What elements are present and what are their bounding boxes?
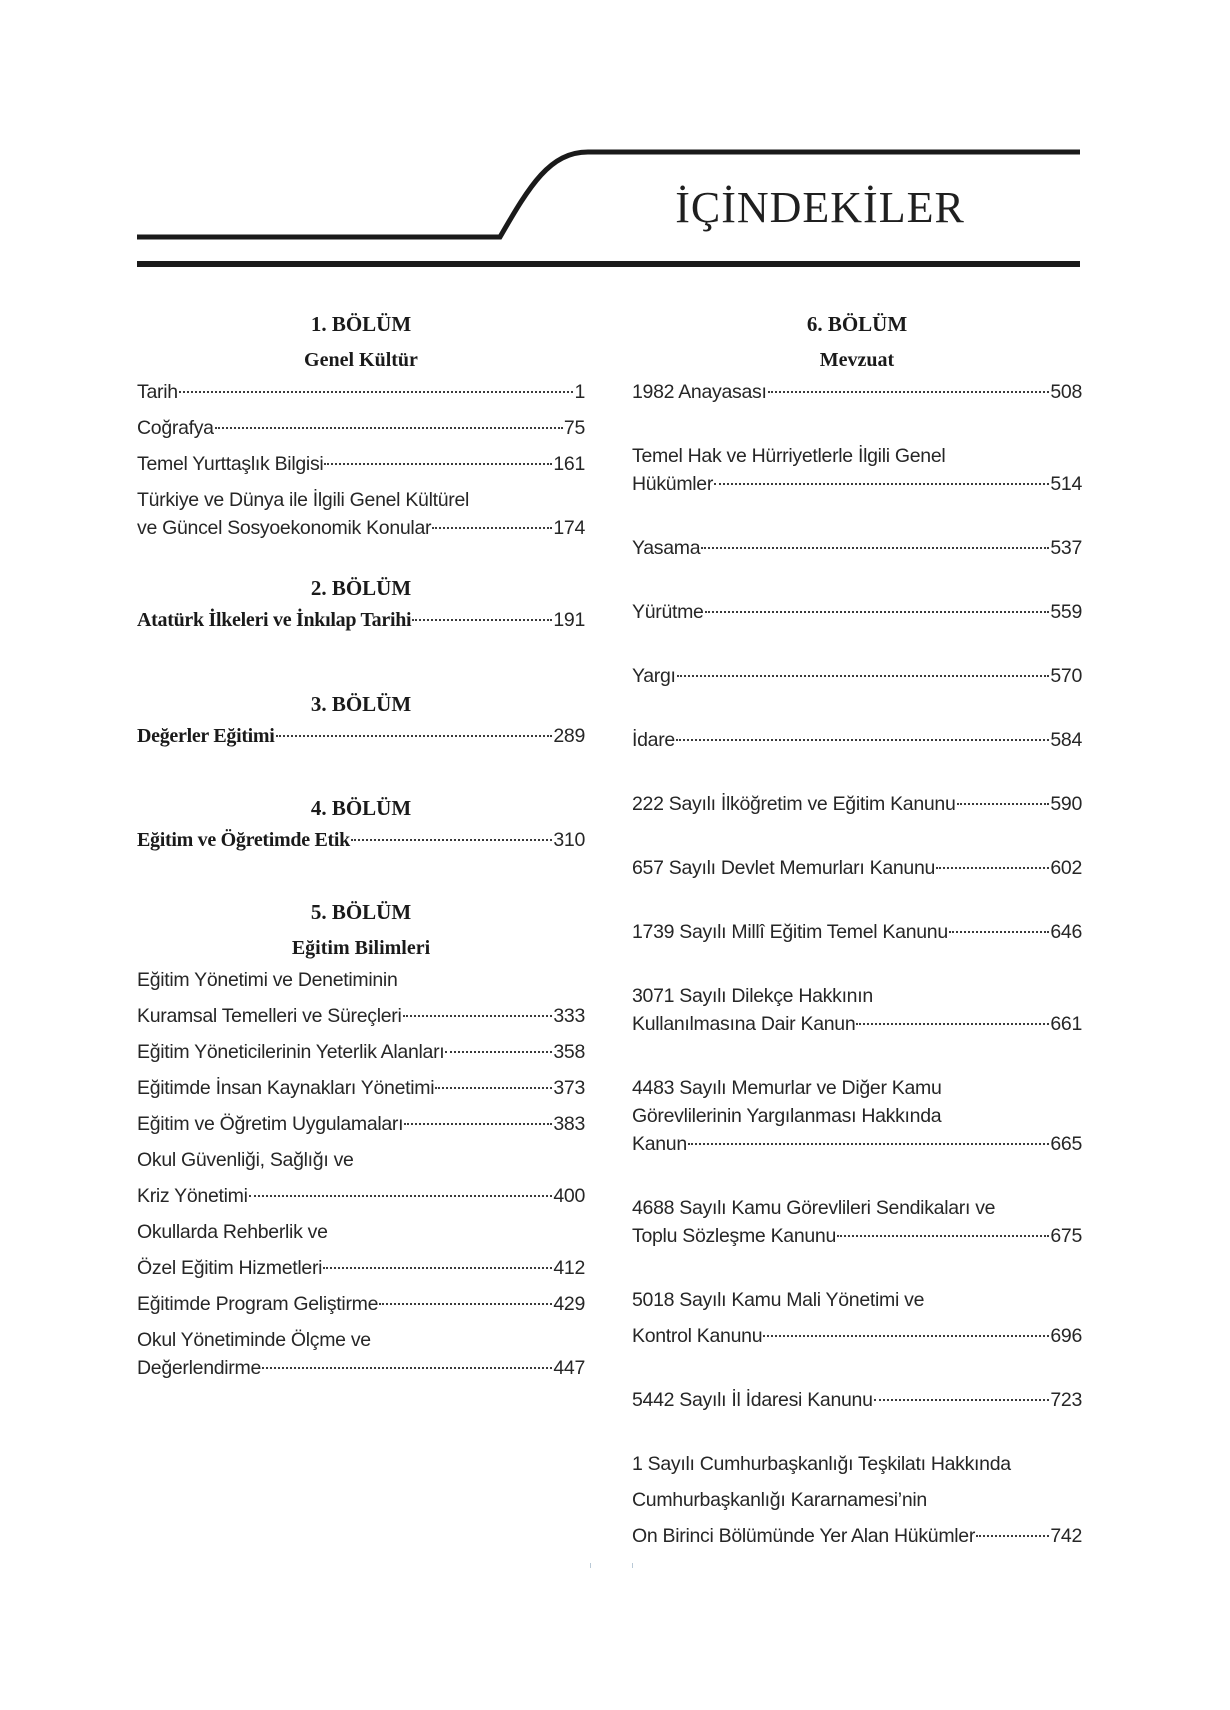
toc-entry[interactable] — [632, 982, 1082, 1038]
dot-leader — [677, 675, 1050, 677]
dot-leader — [949, 931, 1049, 933]
page-number: 333 — [553, 1005, 585, 1027]
entry-title: Toplu Sözleşme Kanunu — [632, 1225, 837, 1247]
page-number: 447 — [553, 1357, 585, 1379]
page-number: 174 — [553, 517, 585, 539]
dot-leader — [323, 1267, 552, 1269]
dot-leader — [403, 1015, 553, 1017]
section-subheading: Genel Kültür — [304, 349, 418, 371]
section-5 — [137, 894, 585, 1382]
entry-title: Yasama — [632, 537, 701, 559]
entry-title: Eğitim ve Öğretim Uygulamaları — [137, 1113, 404, 1135]
page-number: 661 — [1050, 1013, 1082, 1035]
page-number: 373 — [553, 1077, 585, 1099]
section-1 — [137, 306, 585, 542]
page-number: 602 — [1050, 857, 1082, 879]
entry-title-line: Okul Yönetiminde Ölçme ve — [137, 1329, 371, 1351]
entry-title: ve Güncel Sosyoekonomik Konular — [137, 517, 432, 539]
toc-entry[interactable] — [632, 1386, 1082, 1414]
section-heading: 1. BÖLÜM — [310, 312, 412, 336]
page-number: 289 — [553, 725, 585, 747]
page-number: 161 — [553, 453, 585, 475]
section-heading: 4. BÖLÜM — [310, 796, 412, 820]
dot-leader — [936, 867, 1049, 869]
dot-leader — [379, 1303, 552, 1305]
toc-entry[interactable] — [137, 1290, 585, 1318]
section-2 — [137, 570, 585, 634]
entry-title-line: Okul Güvenliği, Sağlığı ve — [137, 1149, 354, 1171]
toc-entry[interactable] — [137, 826, 585, 854]
dot-leader — [874, 1399, 1050, 1401]
page-number: 358 — [553, 1041, 585, 1063]
header-decoration — [0, 0, 1230, 300]
page-number: 723 — [1050, 1389, 1082, 1411]
dot-leader — [705, 611, 1050, 613]
page-number: 742 — [1050, 1525, 1082, 1547]
dot-leader — [249, 1195, 553, 1197]
entry-title: Eğitimde Program Geliştirme — [137, 1293, 379, 1315]
toc-left-column — [137, 306, 585, 1382]
toc-entry[interactable] — [632, 378, 1082, 406]
entry-title: Eğitimde İnsan Kaynakları Yönetimi — [137, 1077, 435, 1099]
page-number: 696 — [1050, 1325, 1082, 1347]
section-4 — [137, 790, 585, 854]
page-number: 429 — [553, 1293, 585, 1315]
dot-leader — [179, 391, 574, 393]
entry-title-line: 4688 Sayılı Kamu Görevlileri Sendikaları ve — [632, 1197, 996, 1219]
page-number: 559 — [1050, 601, 1082, 623]
dot-leader — [837, 1235, 1049, 1237]
entry-title: Kullanılmasına Dair Kanun — [632, 1013, 856, 1035]
section-heading: 3. BÖLÜM — [310, 692, 412, 716]
entry-title: Eğitim ve Öğretimde Etik — [137, 829, 350, 851]
entry-title: Değerler Eğitimi — [137, 725, 275, 747]
entry-title-line: 1 Sayılı Cumhurbaşkanlığı Teşkilatı Hakkında — [632, 1453, 1011, 1475]
entry-title: 657 Sayılı Devlet Memurları Kanunu — [632, 857, 936, 879]
dot-leader — [351, 839, 552, 841]
entry-title: Hükümler — [632, 473, 714, 495]
toc-entry[interactable] — [632, 1450, 1082, 1550]
page-number: 400 — [553, 1185, 585, 1207]
dot-leader — [957, 803, 1050, 805]
entry-title: Kriz Yönetimi — [137, 1185, 248, 1207]
toc-entry[interactable] — [632, 662, 1082, 690]
page-number: 75 — [563, 417, 585, 439]
entry-title: Özel Eğitim Hizmetleri — [137, 1257, 323, 1279]
entry-title: 5442 Sayılı İl İdaresi Kanunu — [632, 1389, 873, 1411]
toc-entry[interactable] — [137, 722, 585, 750]
page-number: 665 — [1050, 1133, 1082, 1155]
toc-entry[interactable] — [632, 1074, 1082, 1158]
entry-title-line: 4483 Sayılı Memurlar ve Diğer Kamu — [632, 1077, 942, 1099]
toc-entry[interactable] — [632, 1194, 1082, 1250]
toc-entry[interactable] — [632, 598, 1082, 626]
dot-leader — [856, 1023, 1049, 1025]
page-title: İÇİNDEKİLER — [675, 183, 965, 232]
dot-leader — [445, 1051, 552, 1053]
toc-entry[interactable] — [137, 1074, 585, 1102]
dot-leader — [763, 1335, 1049, 1337]
entry-title: Yürütme — [632, 601, 704, 623]
dot-leader — [701, 547, 1049, 549]
page-number: 412 — [553, 1257, 585, 1279]
toc-right-column — [632, 306, 1082, 1550]
entry-title-line: Eğitim Yönetimi ve Denetiminin — [137, 969, 398, 991]
toc-entry[interactable] — [137, 450, 585, 478]
page-number: 1 — [574, 381, 585, 403]
scan-mark — [632, 1563, 633, 1568]
entry-title: Kuramsal Temelleri ve Süreçleri — [137, 1005, 402, 1027]
section-3 — [137, 686, 585, 750]
entry-title-line: Temel Hak ve Hürriyetlerle İlgili Genel — [632, 445, 946, 467]
entry-title-line: Cumhurbaşkanlığı Kararnamesi’nin — [632, 1489, 927, 1511]
entry-title: 1739 Sayılı Millî Eğitim Temel Kanunu — [632, 921, 948, 943]
section-heading: 5. BÖLÜM — [310, 900, 412, 924]
entry-title-line: 5018 Sayılı Kamu Mali Yönetimi ve — [632, 1289, 925, 1311]
page-number: 570 — [1050, 665, 1082, 687]
dot-leader — [976, 1535, 1049, 1537]
entry-title: Yargı — [632, 665, 676, 687]
section-subheading: Eğitim Bilimleri — [291, 937, 431, 959]
dot-leader — [215, 427, 563, 429]
toc-entry[interactable] — [137, 1110, 585, 1138]
toc-entry[interactable] — [137, 486, 585, 542]
page-number: 675 — [1050, 1225, 1082, 1247]
toc-entry[interactable] — [137, 966, 585, 1030]
page-number: 514 — [1050, 473, 1082, 495]
dot-leader — [276, 735, 553, 737]
entry-title-line: Görevlilerinin Yargılanması Hakkında — [632, 1105, 942, 1127]
dot-leader — [676, 739, 1049, 741]
entry-title: 1982 Anayasası — [632, 381, 767, 403]
dot-leader — [768, 391, 1050, 393]
dot-leader — [688, 1143, 1049, 1145]
toc-entry[interactable] — [137, 606, 585, 634]
section-heading: 6. BÖLÜM — [806, 312, 908, 336]
page-number: 310 — [553, 829, 585, 851]
dot-leader — [324, 463, 552, 465]
entry-title: Coğrafya — [137, 417, 214, 439]
page-number: 191 — [553, 609, 585, 631]
entry-title: Kontrol Kanunu — [632, 1325, 763, 1347]
entry-title-line: Okullarda Rehberlik ve — [137, 1221, 328, 1243]
toc-entry[interactable] — [137, 414, 585, 442]
toc-entry[interactable] — [137, 1218, 585, 1282]
toc-entry[interactable] — [632, 918, 1082, 946]
scan-mark — [590, 1563, 591, 1568]
toc-entry[interactable] — [137, 1038, 585, 1066]
dot-leader — [262, 1367, 552, 1369]
dot-leader — [412, 619, 552, 621]
page-number: 646 — [1050, 921, 1082, 943]
toc-entry[interactable] — [137, 378, 585, 406]
entry-title: Tarih — [137, 381, 178, 403]
page-number: 383 — [553, 1113, 585, 1135]
toc-entry[interactable] — [137, 1146, 585, 1210]
toc-entry[interactable] — [632, 442, 1082, 498]
entry-title-line: Türkiye ve Dünya ile İlgili Genel Kültürel — [137, 489, 470, 511]
toc-entry[interactable] — [632, 854, 1082, 882]
entry-title: 222 Sayılı İlköğretim ve Eğitim Kanunu — [632, 793, 956, 815]
entry-title: Atatürk İlkeleri ve İnkılap Tarihi — [137, 609, 412, 631]
entry-title: Değerlendirme — [137, 1357, 261, 1379]
page-number: 537 — [1050, 537, 1082, 559]
entry-title-line: 3071 Sayılı Dilekçe Hakkının — [632, 985, 873, 1007]
section-subheading: Mevzuat — [819, 349, 895, 371]
toc-entry[interactable] — [632, 726, 1082, 754]
page-number: 590 — [1050, 793, 1082, 815]
page-number: 508 — [1050, 381, 1082, 403]
entry-title: Temel Yurttaşlık Bilgisi — [137, 453, 324, 475]
toc-entry[interactable] — [632, 534, 1082, 562]
entry-title: Kanun — [632, 1133, 687, 1155]
page-number: 584 — [1050, 729, 1082, 751]
entry-title: Eğitim Yöneticilerinin Yeterlik Alanları — [137, 1041, 445, 1063]
entry-title: İdare — [632, 729, 675, 751]
section-heading: 2. BÖLÜM — [310, 576, 412, 600]
toc-entry[interactable] — [632, 790, 1082, 818]
toc-entry[interactable] — [632, 1286, 1082, 1350]
toc-entry[interactable] — [137, 1326, 585, 1382]
dot-leader — [714, 483, 1049, 485]
dot-leader — [435, 1087, 552, 1089]
entry-title: On Birinci Bölümünde Yer Alan Hükümler — [632, 1525, 976, 1547]
dot-leader — [404, 1123, 552, 1125]
dot-leader — [432, 527, 552, 529]
